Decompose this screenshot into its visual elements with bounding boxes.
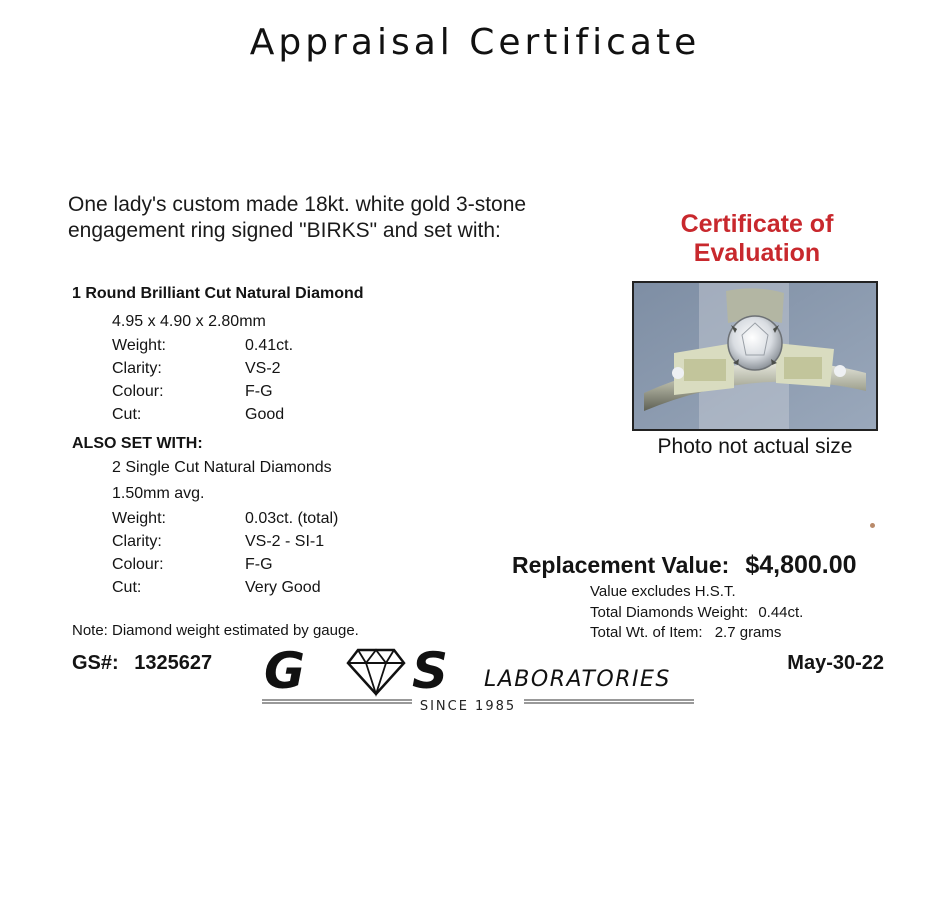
spec-value: Good [245, 406, 285, 423]
total-item-weight-label: Total Wt. of Item: [590, 624, 703, 641]
diamond-icon [348, 650, 404, 694]
spec-label: Weight: [112, 510, 166, 527]
spec-label: Colour: [112, 383, 164, 400]
item-description-line-2: engagement ring signed "BIRKS" and set with: [68, 219, 501, 242]
ring-photo [632, 281, 878, 431]
logo-word: LABORATORIES [484, 667, 671, 692]
spec-value: VS-2 - SI-1 [245, 533, 325, 550]
main-stone-dimensions: 4.95 x 4.90 x 2.80mm [112, 313, 266, 330]
side-stones-size: 1.50mm avg. [112, 485, 205, 502]
gs-number-label: GS#: [72, 652, 119, 674]
total-diamonds-weight-value: 0.44ct. [758, 604, 804, 621]
spec-value: 0.03ct. (total) [245, 510, 339, 527]
certificate-date: May-30-22 [787, 652, 884, 674]
spec-value: F-G [245, 383, 273, 400]
spec-label: Clarity: [112, 360, 162, 377]
logo-since: SINCE 1985 [419, 699, 517, 714]
spec-value: 0.41ct. [245, 337, 294, 354]
spec-label: Clarity: [112, 533, 162, 550]
logo-letter-s: S [412, 644, 449, 700]
ring-photo-image [634, 283, 876, 429]
replacement-value-amount: $4,800.00 [745, 551, 857, 579]
spec-value: VS-2 [245, 360, 281, 377]
item-description-line-1: One lady's custom made 18kt. white gold 3-stone [68, 193, 527, 216]
gs-number-value: 1325627 [134, 652, 213, 674]
page-title: Appraisal Certificate [249, 22, 701, 63]
certificate-heading-line-1: Certificate of [680, 210, 834, 238]
replacement-value [512, 551, 857, 580]
spec-label: Colour: [112, 556, 164, 573]
certificate-heading [632, 210, 882, 268]
photo-caption: Photo not actual size [657, 435, 853, 458]
replacement-value-label: Replacement Value: [512, 552, 730, 578]
certificate-heading-line-2: Evaluation [693, 239, 821, 267]
total-item-weight [590, 624, 781, 641]
side-stones-description: 2 Single Cut Natural Diamonds [112, 459, 332, 476]
spec-label: Cut: [112, 579, 142, 596]
stain-mark [870, 523, 875, 528]
tax-note: Value excludes H.S.T. [590, 583, 736, 600]
spec-label: Weight: [112, 337, 166, 354]
gs-laboratories-logo-image [262, 644, 702, 720]
weight-estimate-note: Note: Diamond weight estimated by gauge. [72, 622, 359, 639]
spec-label: Cut: [112, 406, 142, 423]
total-item-weight-value: 2.7 grams [714, 624, 782, 641]
spec-value: Very Good [245, 579, 321, 596]
item-description [68, 192, 526, 244]
gs-number [72, 652, 212, 675]
main-stone-heading: 1 Round Brilliant Cut Natural Diamond [72, 285, 364, 302]
spec-value: F-G [245, 556, 273, 573]
gs-laboratories-logo [262, 644, 702, 720]
total-diamonds-weight-label: Total Diamonds Weight: [590, 604, 749, 621]
side-stones-heading: ALSO SET WITH: [72, 435, 203, 452]
total-diamonds-weight [590, 604, 803, 621]
logo-letter-g: G [264, 644, 306, 700]
